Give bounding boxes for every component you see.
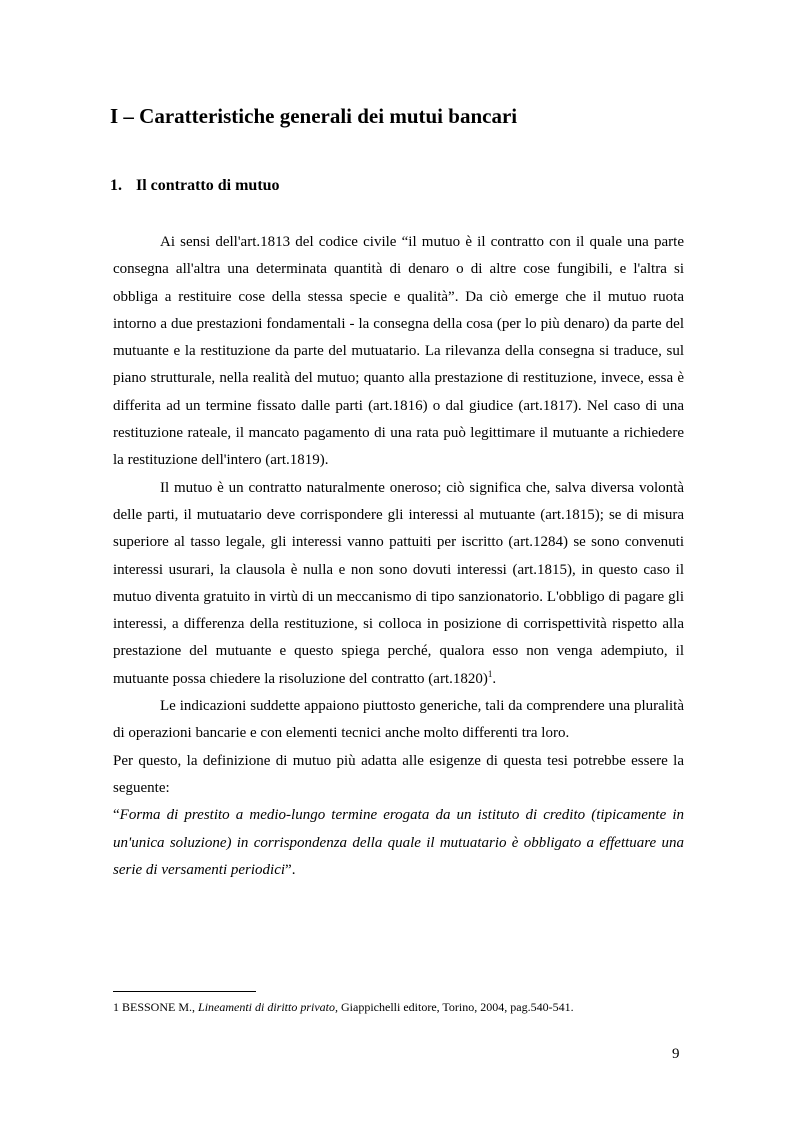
paragraph-text: Il mutuo è un contratto naturalmente oneroso; ciò significa che, salva diversa volontà delle parti, il mutuatario deve corrispondere gli interessi al mutuante (art.1815); se di misura superiore al tasso legale, gli interessi vanno pattuiti per iscritto (art.1284) se sono convenuti interessi usurari, la clausola è nulla e non sono dovuti interessi (art.1815), in questo caso il mutuo diventa gratuito in virtù di un meccanismo di tipo sanzionatorio. L'obbligo di pagare gli interessi, a differenza della restituzione, si colloca in posizione di corrispettività rispetto alla prestazione del mutuante e questo spiega perché, qualora esso non venga adempiuto, il mutuante possa chiedere la risoluzione del contratto (art.1820) (113, 479, 684, 687)
section-title: Il contratto di mutuo (136, 177, 280, 194)
footnote-separator (113, 991, 256, 992)
chapter-title: I – Caratteristiche generali dei mutui bancari (110, 104, 518, 128)
footnote-title: Lineamenti di diritto privato, (198, 1000, 339, 1014)
quote-close: ”. (285, 861, 296, 878)
footnote (113, 999, 684, 1015)
paragraph-with-footnote (113, 475, 684, 693)
page-number: 9 (672, 1046, 680, 1062)
footnote-number: 1 (113, 1000, 119, 1014)
paragraph: Le indicazioni suddette appaiono piuttosto generiche, tali da comprendere una pluralità di operazioni bancarie e con elementi tecnici anche molto differenti tra loro. (113, 698, 684, 742)
paragraph: Per questo, la definizione di mutuo più adatta alle esigenze di questa tesi potrebbe essere la seguente: (113, 752, 684, 796)
definition-quote (113, 802, 684, 884)
footnote-author: BESSONE M., (122, 1000, 196, 1014)
quote-open: “ (113, 807, 120, 824)
paragraph-end: . (492, 670, 497, 687)
footnote-reference: 1 (487, 668, 493, 679)
paragraph: Ai sensi dell'art.1813 del codice civile “il mutuo è il contratto con il quale una parte consegna all'altra una determinata quantità di denaro o di altre cose fungibili, e l'altra si obbliga a restituire cose della stessa specie e qualità”. Da ciò emerge che il mutuo ruota intorno a due prestazioni fondamentali - la consegna della cosa (per lo più denaro) da parte del mutuante e la restituzione da parte del mutuatario. La rilevanza della consegna si traduce, sul piano strutturale, nella realità del mutuo; quanto alla prestazione di restituzione, invece, essa è differita ad un termine fissato dalle parti (art.1816) o dal giudice (art.1817). Nel caso di una restituzione rateale, il mancato pagamento di una rata può legittimare il mutuante a richiedere la restituzione dell'intero (art.1819). (113, 234, 684, 469)
footnote-details: Giappichelli editore, Torino, 2004, pag.540-541. (341, 1000, 574, 1014)
quote-text: Forma di prestito a medio-lungo termine erogata da un istituto di credito (tipicamente in un'unica soluzione) in corrispondenza della quale il mutuatario è obbligato a effettuare una serie di versamenti periodici (113, 807, 684, 878)
section-number: 1. (110, 177, 122, 194)
section-heading (110, 175, 280, 197)
body-text (113, 229, 684, 884)
